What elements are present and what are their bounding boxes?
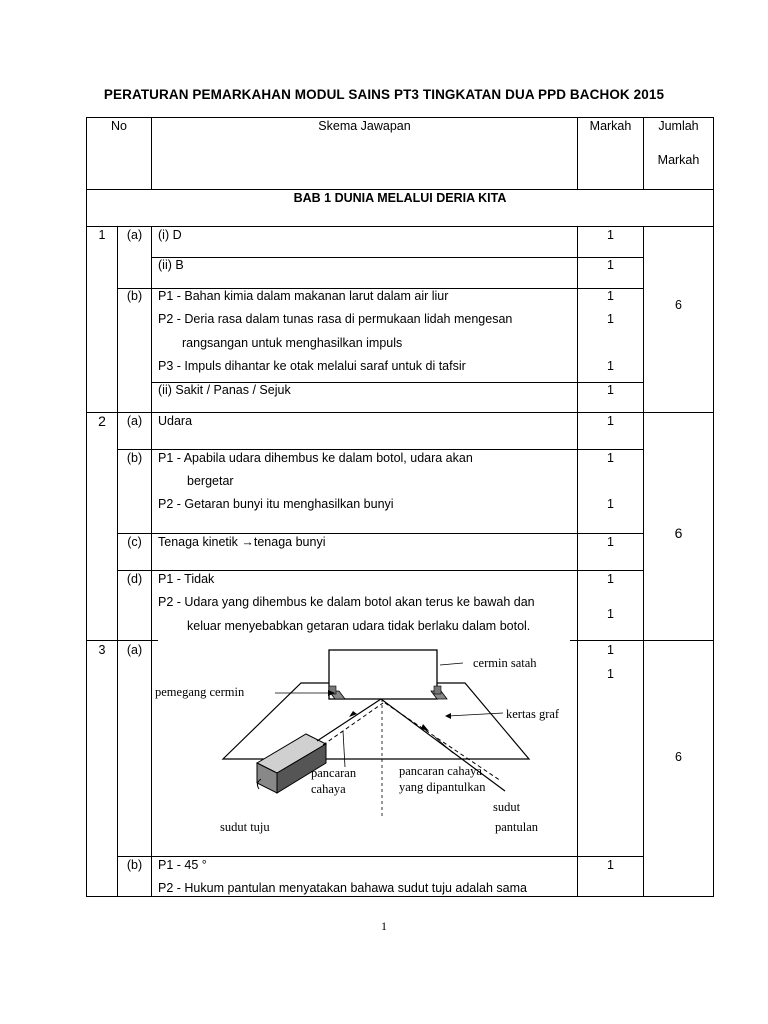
q1-ai-line <box>151 257 643 258</box>
table-border-top <box>86 117 714 118</box>
q1-total-mark: 6 <box>675 298 682 312</box>
q2-b-p2-mark: 1 <box>607 497 614 511</box>
q2-d-p1-mark: 1 <box>607 572 614 586</box>
q2-d-p2: P2 - Udara yang dihembus ke dalam botol akan terus ke bawah dan <box>158 595 535 609</box>
q2-c-line <box>117 533 643 534</box>
q3-b-p1: P1 - 45 ° <box>158 858 207 872</box>
label-pancaran-cahaya: pancaran cahaya <box>399 764 482 778</box>
document-title: PERATURAN PEMARKAHAN MODUL SAINS PT3 TINGKATAN DUA PPD BACHOK 2015 <box>103 87 665 102</box>
q3-a-mark-2: 1 <box>607 667 614 681</box>
q1-b-p3-mark: 1 <box>607 359 614 373</box>
q3-b-p1-mark: 1 <box>607 858 614 872</box>
q1-b-p2: P2 - Deria rasa dalam tunas rasa di permukaan lidah mengesan <box>158 312 513 326</box>
label-cahaya: cahaya <box>311 782 346 796</box>
header-bottom-line <box>86 189 714 190</box>
q2-d-label: (d) <box>126 572 143 586</box>
table-border-right <box>713 117 714 897</box>
col-no-divider <box>117 226 118 897</box>
q2-bottom-line-right <box>570 640 714 641</box>
q3-b-p2: P2 - Hukum pantulan menyatakan bahawa sudut tuju adalah sama <box>158 881 527 895</box>
q1-a-label: (a) <box>126 228 143 242</box>
q2-c-label: (c) <box>127 535 142 549</box>
label-pancaran: pancaran <box>311 766 357 780</box>
label-yang-dipantulkan: yang dipantulkan <box>399 780 486 794</box>
q1-b-ii-answer: (ii) Sakit / Panas / Sejuk <box>158 383 291 397</box>
table-border-bottom <box>86 896 714 897</box>
label-pemegang-cermin: pemegang cermin <box>155 685 245 699</box>
q2-b-p2: P2 - Getaran bunyi itu menghasilkan bunyi <box>158 497 394 511</box>
header-jumlah-markah: Markah <box>657 153 700 167</box>
q2-total-mark: 6 <box>674 525 683 541</box>
section-bottom-line <box>86 226 714 227</box>
q2-d-p2-mark: 1 <box>607 607 614 621</box>
q1-b-p3: P3 - Impuls dihantar ke otak melalui saraf untuk di tafsir <box>158 359 466 373</box>
q3-a-label: (a) <box>126 643 143 657</box>
q2-a-answer: Udara <box>158 414 193 428</box>
plane-mirror-diagram <box>153 641 571 841</box>
header-jumlah: Jumlah <box>658 119 699 133</box>
q1-a-i-answer: (i) D <box>158 228 182 242</box>
q2-a-mark: 1 <box>607 414 614 428</box>
q3-b-label: (b) <box>126 858 143 872</box>
q1-b-ii-mark: 1 <box>607 383 614 397</box>
q2-d-line <box>117 570 643 571</box>
header-markah: Markah <box>589 119 632 133</box>
q2-b-p1-continuation: bergetar <box>187 474 234 488</box>
label-pantulan: pantulan <box>495 820 539 834</box>
q2-a-label: (a) <box>126 414 143 428</box>
q1-b-p2-continuation: rangsangan untuk menghasilkan impuls <box>182 336 403 350</box>
q3-b-line <box>117 856 643 857</box>
q2-d-p2-continuation: keluar menyebabkan getaran udara tidak berlaku dalam botol. <box>187 619 531 633</box>
header-no: No <box>111 119 127 133</box>
q1-bottom-line <box>86 412 714 413</box>
label-sudut: sudut <box>493 800 521 814</box>
q1-b-p1: P1 - Bahan kimia dalam makanan larut dalam air liur <box>158 289 449 303</box>
q3-a-mark-1: 1 <box>607 643 614 657</box>
q1-a-ii-answer: (ii) B <box>158 258 184 272</box>
q1-a-ii-mark: 1 <box>607 258 614 272</box>
q3-total-mark: 6 <box>675 750 682 764</box>
q2-number: 2 <box>98 413 106 429</box>
col-skema-divider <box>151 226 152 897</box>
q2-b-p1: P1 - Apabila udara dihembus ke dalam botol, udara akan <box>158 451 473 465</box>
label-kertas-graf: kertas graf <box>506 707 560 721</box>
q1-b-label: (b) <box>126 289 143 303</box>
section-title: BAB 1 DUNIA MELALUI DERIA KITA <box>293 191 507 205</box>
q2-c-mark: 1 <box>607 535 614 549</box>
q2-bottom-line-left <box>86 640 158 641</box>
q2-b-line <box>117 449 643 450</box>
q1-b-p2-mark: 1 <box>607 312 614 326</box>
label-sudut-tuju: sudut tuju <box>220 820 270 834</box>
q2-d-p1: P1 - Tidak <box>158 572 215 586</box>
page-number: 1 <box>381 919 387 933</box>
header-skema-jawapan: Skema Jawapan <box>318 119 411 133</box>
label-cermin-satah: cermin satah <box>473 656 537 670</box>
q2-b-label: (b) <box>126 451 143 465</box>
q1-a-i-mark: 1 <box>607 228 614 242</box>
q2-c-answer: Tenaga kinetik →tenaga bunyi <box>158 535 326 549</box>
q1-number: 1 <box>98 228 106 242</box>
q2-b-p1-mark: 1 <box>607 451 614 465</box>
q1-b-p1-mark: 1 <box>607 289 614 303</box>
col-jumlah-divider <box>643 226 644 897</box>
q3-number: 3 <box>98 643 106 657</box>
